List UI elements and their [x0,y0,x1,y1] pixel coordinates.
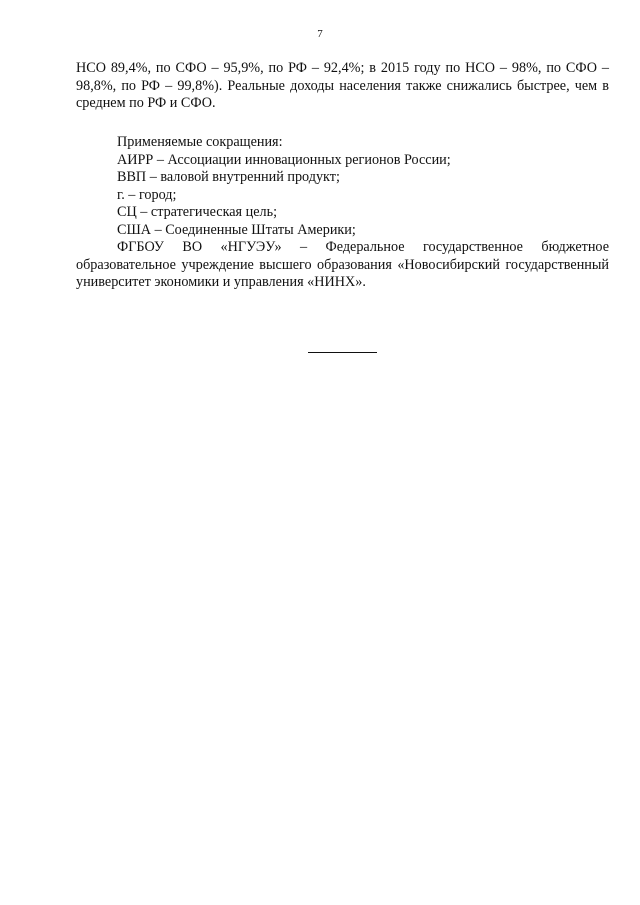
abbreviation-item: ФГБОУ ВО «НГУЭУ» – Федеральное государственное бюджетное образовательное учреждение высшего образования «Новосибирский государственный университет экономики и управления «НИНХ». [76,239,609,290]
abbreviation-item: ВВП – валовой внутренний продукт; [117,169,340,185]
page-number: 7 [317,28,323,40]
end-of-document-rule [308,352,377,353]
abbreviation-item: США – Соединенные Штаты Америки; [117,221,356,238]
abbreviations-heading: Применяемые сокращения: [117,134,283,150]
abbreviation-item: г. – город; [117,186,177,203]
intro-section [76,60,609,113]
abbreviation-item: АИРР – Ассоциации инновационных регионов России; [117,151,451,168]
intro-paragraph: НСО 89,4%, по СФО – 95,9%, по РФ – 92,4%; в 2015 году по НСО – 98%, по СФО – 98,8%, по РФ – 99,8%). Реальные доходы населения также снижались быстрее, чем в среднем по РФ и СФО. [76,60,609,111]
abbreviations-section [76,134,609,292]
abbreviation-item: СЦ – стратегическая цель; [117,204,278,220]
